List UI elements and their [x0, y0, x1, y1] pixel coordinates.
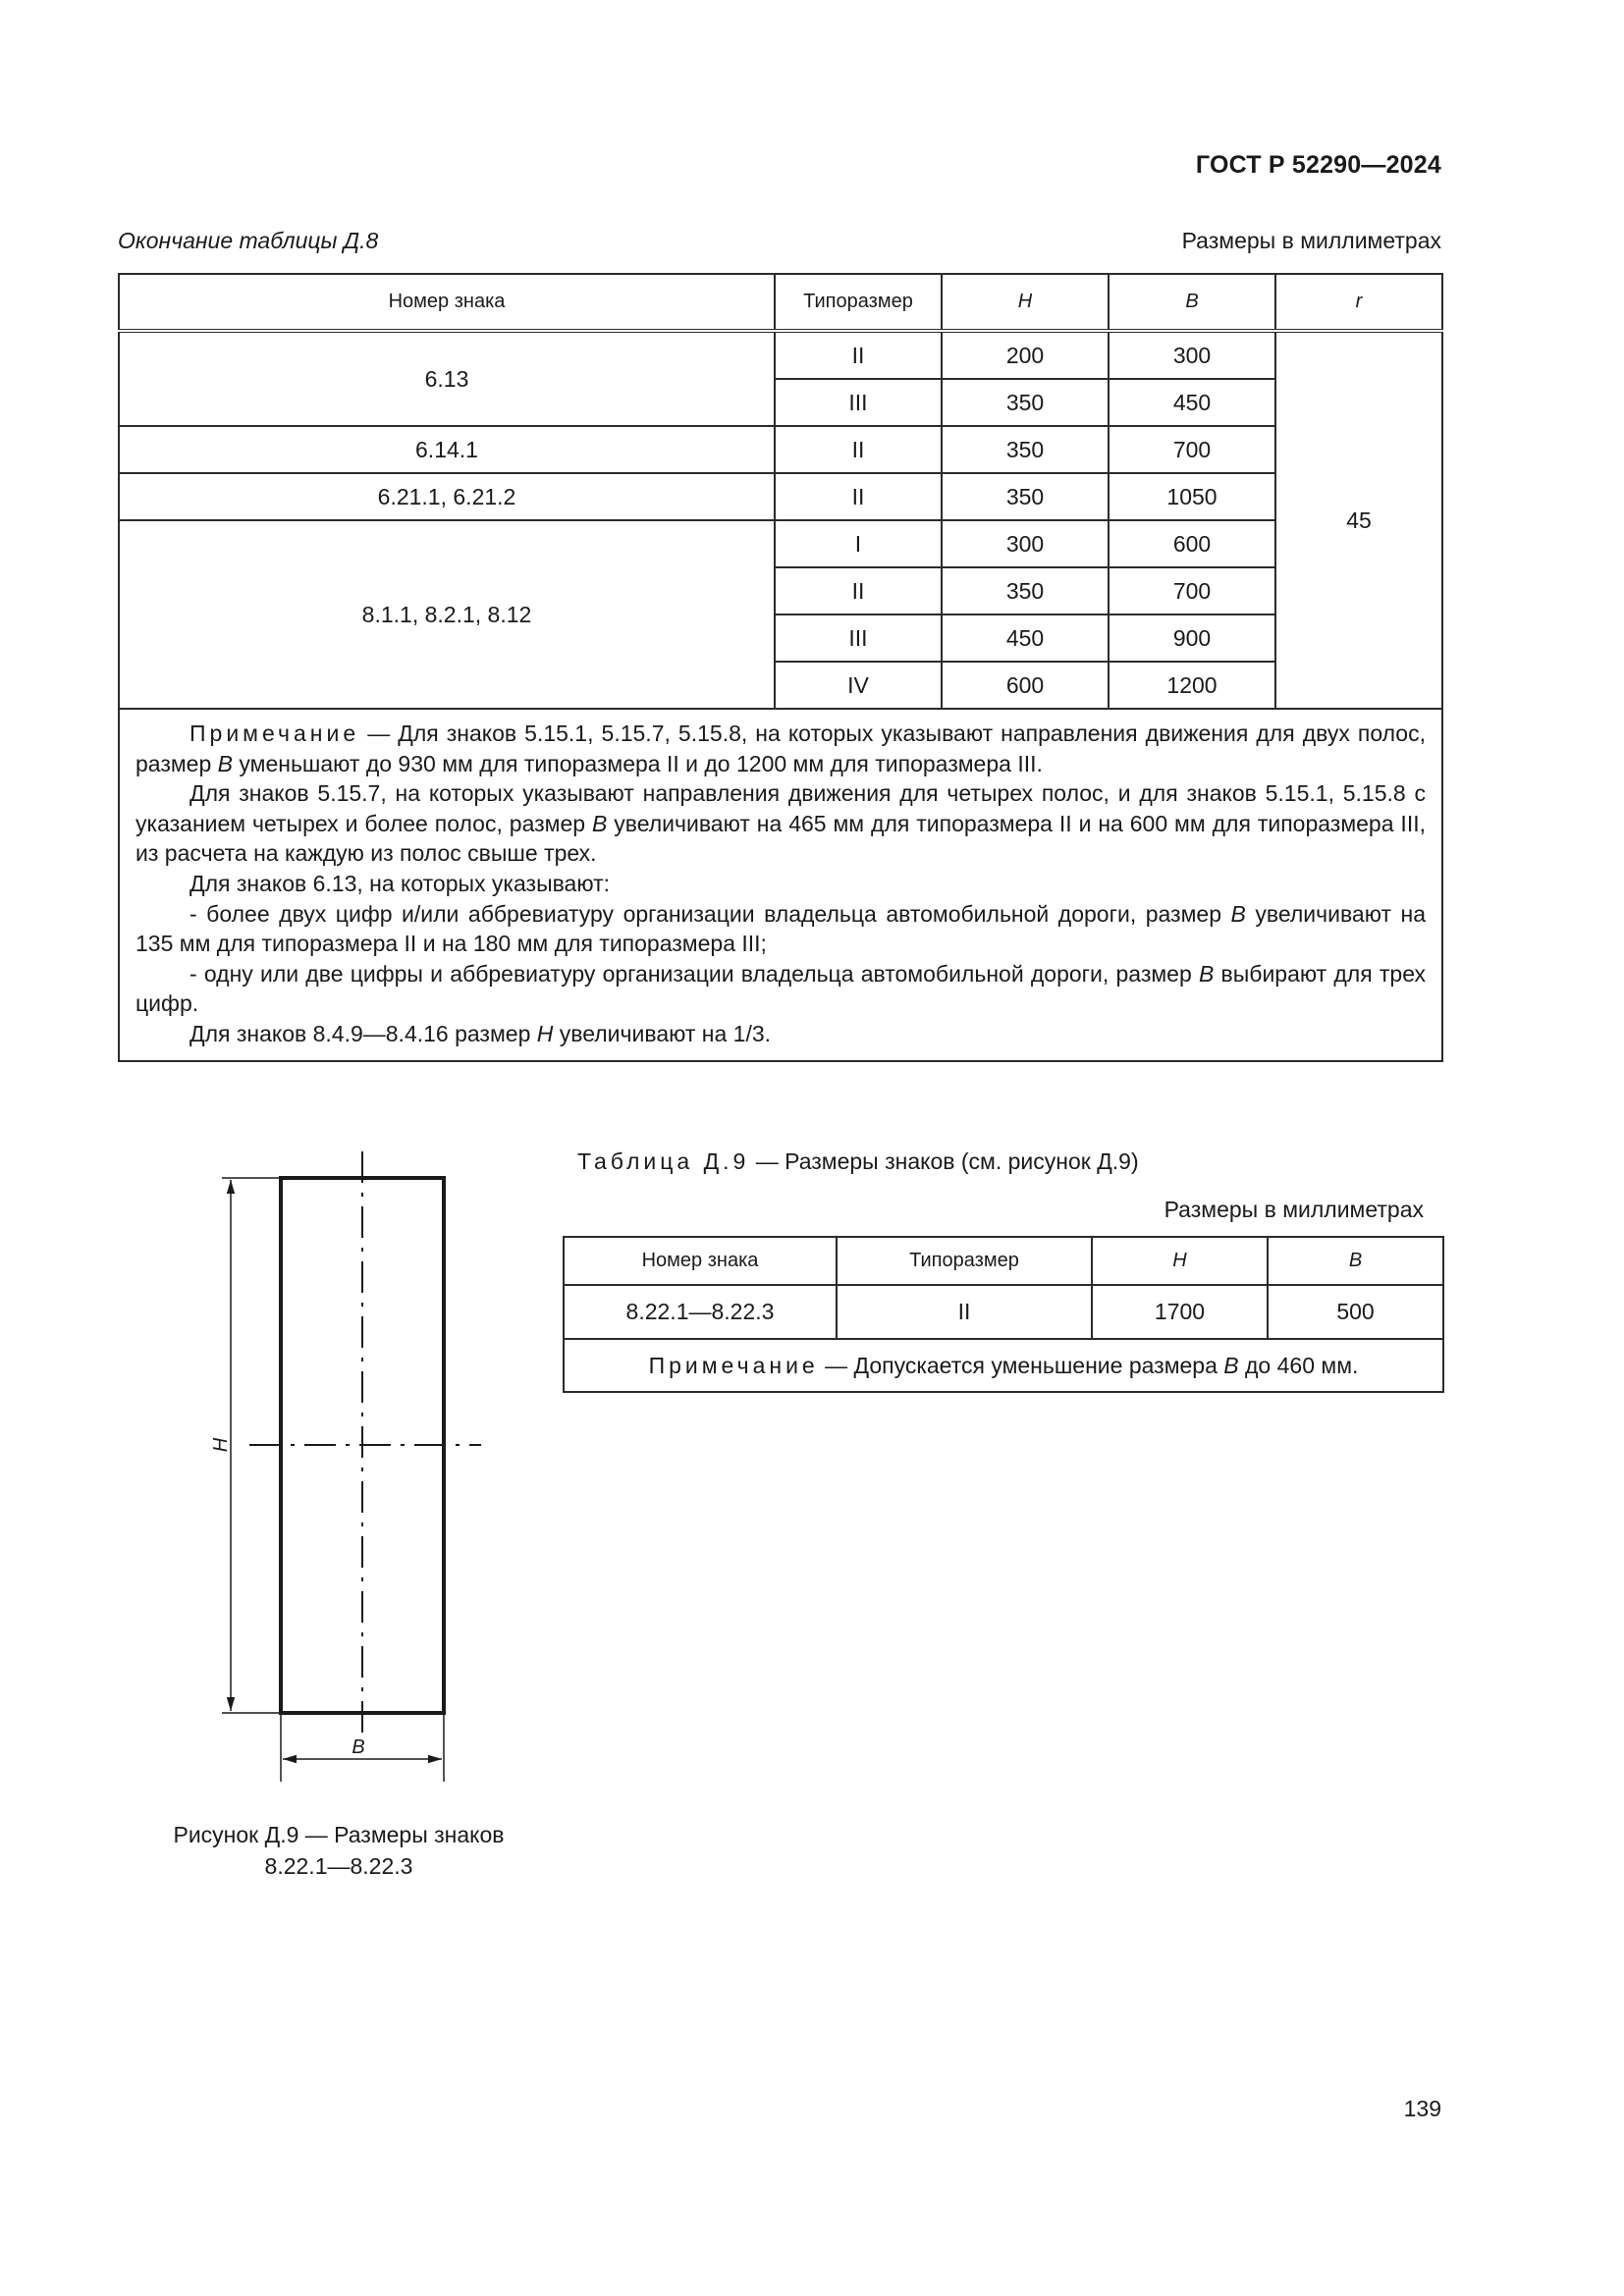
- cell-h: 1700: [1092, 1285, 1268, 1339]
- header-h: H: [942, 274, 1109, 331]
- cell-h: 200: [942, 331, 1109, 379]
- figure-d9-caption: [142, 1819, 535, 1882]
- cell-size: I: [775, 520, 942, 567]
- note-label: Примечание: [189, 721, 360, 746]
- header-sign-number: Номер знака: [564, 1237, 837, 1285]
- cell-sign: 6.13: [119, 331, 775, 426]
- table-d9-label: Таблица Д.9: [577, 1148, 750, 1174]
- figure-caption-line: 8.22.1—8.22.3: [264, 1853, 413, 1879]
- cell-size: II: [775, 473, 942, 520]
- cell-sign: 8.1.1, 8.2.1, 8.12: [119, 520, 775, 709]
- note-text: увеличивают на 465 мм для типоразмера II и на 600 мм для типоразмера III, из расчета на каждую из полос свыше трех.: [135, 810, 1426, 867]
- note-text: - одну или две цифры и аббревиатуру организации владельца автомобильной дороги, размер: [189, 960, 1199, 987]
- figure-caption-line: Рисунок Д.9 — Размеры знаков: [173, 1822, 505, 1847]
- cell-sign: 8.22.1—8.22.3: [564, 1285, 837, 1339]
- cell-h: 350: [942, 567, 1109, 614]
- dimension-h-label: H: [210, 1437, 232, 1453]
- note-text: выбирают для трех цифр.: [135, 960, 1426, 1017]
- header-b: B: [1109, 274, 1275, 331]
- note-text: увеличивают на 1/3.: [553, 1020, 772, 1046]
- note-text: уменьшают до 930 мм для типоразмера II и до 1200 мм для типоразмера III.: [233, 750, 1043, 776]
- note-label: Примечание: [648, 1352, 819, 1378]
- note-text: до 460 мм.: [1238, 1352, 1359, 1378]
- header-sign-number: Номер знака: [119, 274, 775, 331]
- cell-h: 350: [942, 379, 1109, 426]
- cell-b: 450: [1109, 379, 1275, 426]
- document-header: ГОСТ Р 52290—2024: [1195, 151, 1441, 179]
- dimension-b-label: B: [352, 1736, 365, 1758]
- header-h: H: [1092, 1237, 1268, 1285]
- cell-r: 45: [1275, 331, 1442, 709]
- cell-size: III: [775, 614, 942, 662]
- cell-b: 500: [1268, 1285, 1443, 1339]
- note-var: B: [1223, 1352, 1239, 1378]
- cell-h: 600: [942, 662, 1109, 709]
- note-text: Для знаков 5.15.7, на которых указывают направления движения для четырех полос, и для знаков 5.15.1, 5.15.8 с указанием четырех и более полос, размер: [135, 780, 1426, 836]
- cell-size: II: [837, 1285, 1092, 1339]
- note-var: B: [1230, 900, 1246, 927]
- page-number: 139: [1403, 2096, 1441, 2121]
- cell-size: III: [775, 379, 942, 426]
- header-b: B: [1268, 1237, 1443, 1285]
- note-text: Для знаков 6.13, на которых указывают:: [189, 870, 611, 896]
- cell-b: 300: [1109, 331, 1275, 379]
- cell-b: 700: [1109, 567, 1275, 614]
- cell-size: II: [775, 567, 942, 614]
- note-text: увеличивают на 135 мм для типоразмера II и на 180 мм для типоразмера III;: [135, 900, 1426, 957]
- cell-sign: 6.21.1, 6.21.2: [119, 473, 775, 520]
- note-var: H: [536, 1020, 554, 1046]
- note-var: B: [1198, 960, 1215, 987]
- cell-b: 900: [1109, 614, 1275, 662]
- cell-b: 1200: [1109, 662, 1275, 709]
- cell-sign: 6.14.1: [119, 426, 775, 473]
- note-text: — Для знаков 5.15.1, 5.15.7, 5.15.8, на которых указывают направления движения для двух полос, размер: [135, 721, 1426, 776]
- table-d9-title-text: — Размеры знаков (см. рисунок Д.9): [749, 1148, 1139, 1174]
- header-r: r: [1275, 274, 1442, 331]
- cell-h: 350: [942, 473, 1109, 520]
- cell-b: 600: [1109, 520, 1275, 567]
- header-size: Типоразмер: [775, 274, 942, 331]
- header-size: Типоразмер: [837, 1237, 1092, 1285]
- note-text: Для знаков 8.4.9—8.4.16 размер: [189, 1020, 537, 1046]
- table-d8-units: Размеры в миллиметрах: [1181, 228, 1441, 253]
- cell-b: 700: [1109, 426, 1275, 473]
- cell-size: II: [775, 426, 942, 473]
- note-text: - более двух цифр и/или аббревиатуру организации владельца автомобильной дороги, размер: [189, 900, 1231, 927]
- note-var: B: [591, 810, 608, 836]
- note-text: — Допускается уменьшение размера: [818, 1352, 1224, 1378]
- note-var: B: [217, 750, 233, 776]
- cell-size: II: [775, 331, 942, 379]
- cell-b: 1050: [1109, 473, 1275, 520]
- cell-h: 350: [942, 426, 1109, 473]
- cell-h: 450: [942, 614, 1109, 662]
- table-d9-units: Размеры в миллиметрах: [1164, 1197, 1424, 1222]
- cell-size: IV: [775, 662, 942, 709]
- table-d8-caption: Окончание таблицы Д.8: [118, 228, 379, 253]
- cell-h: 300: [942, 520, 1109, 567]
